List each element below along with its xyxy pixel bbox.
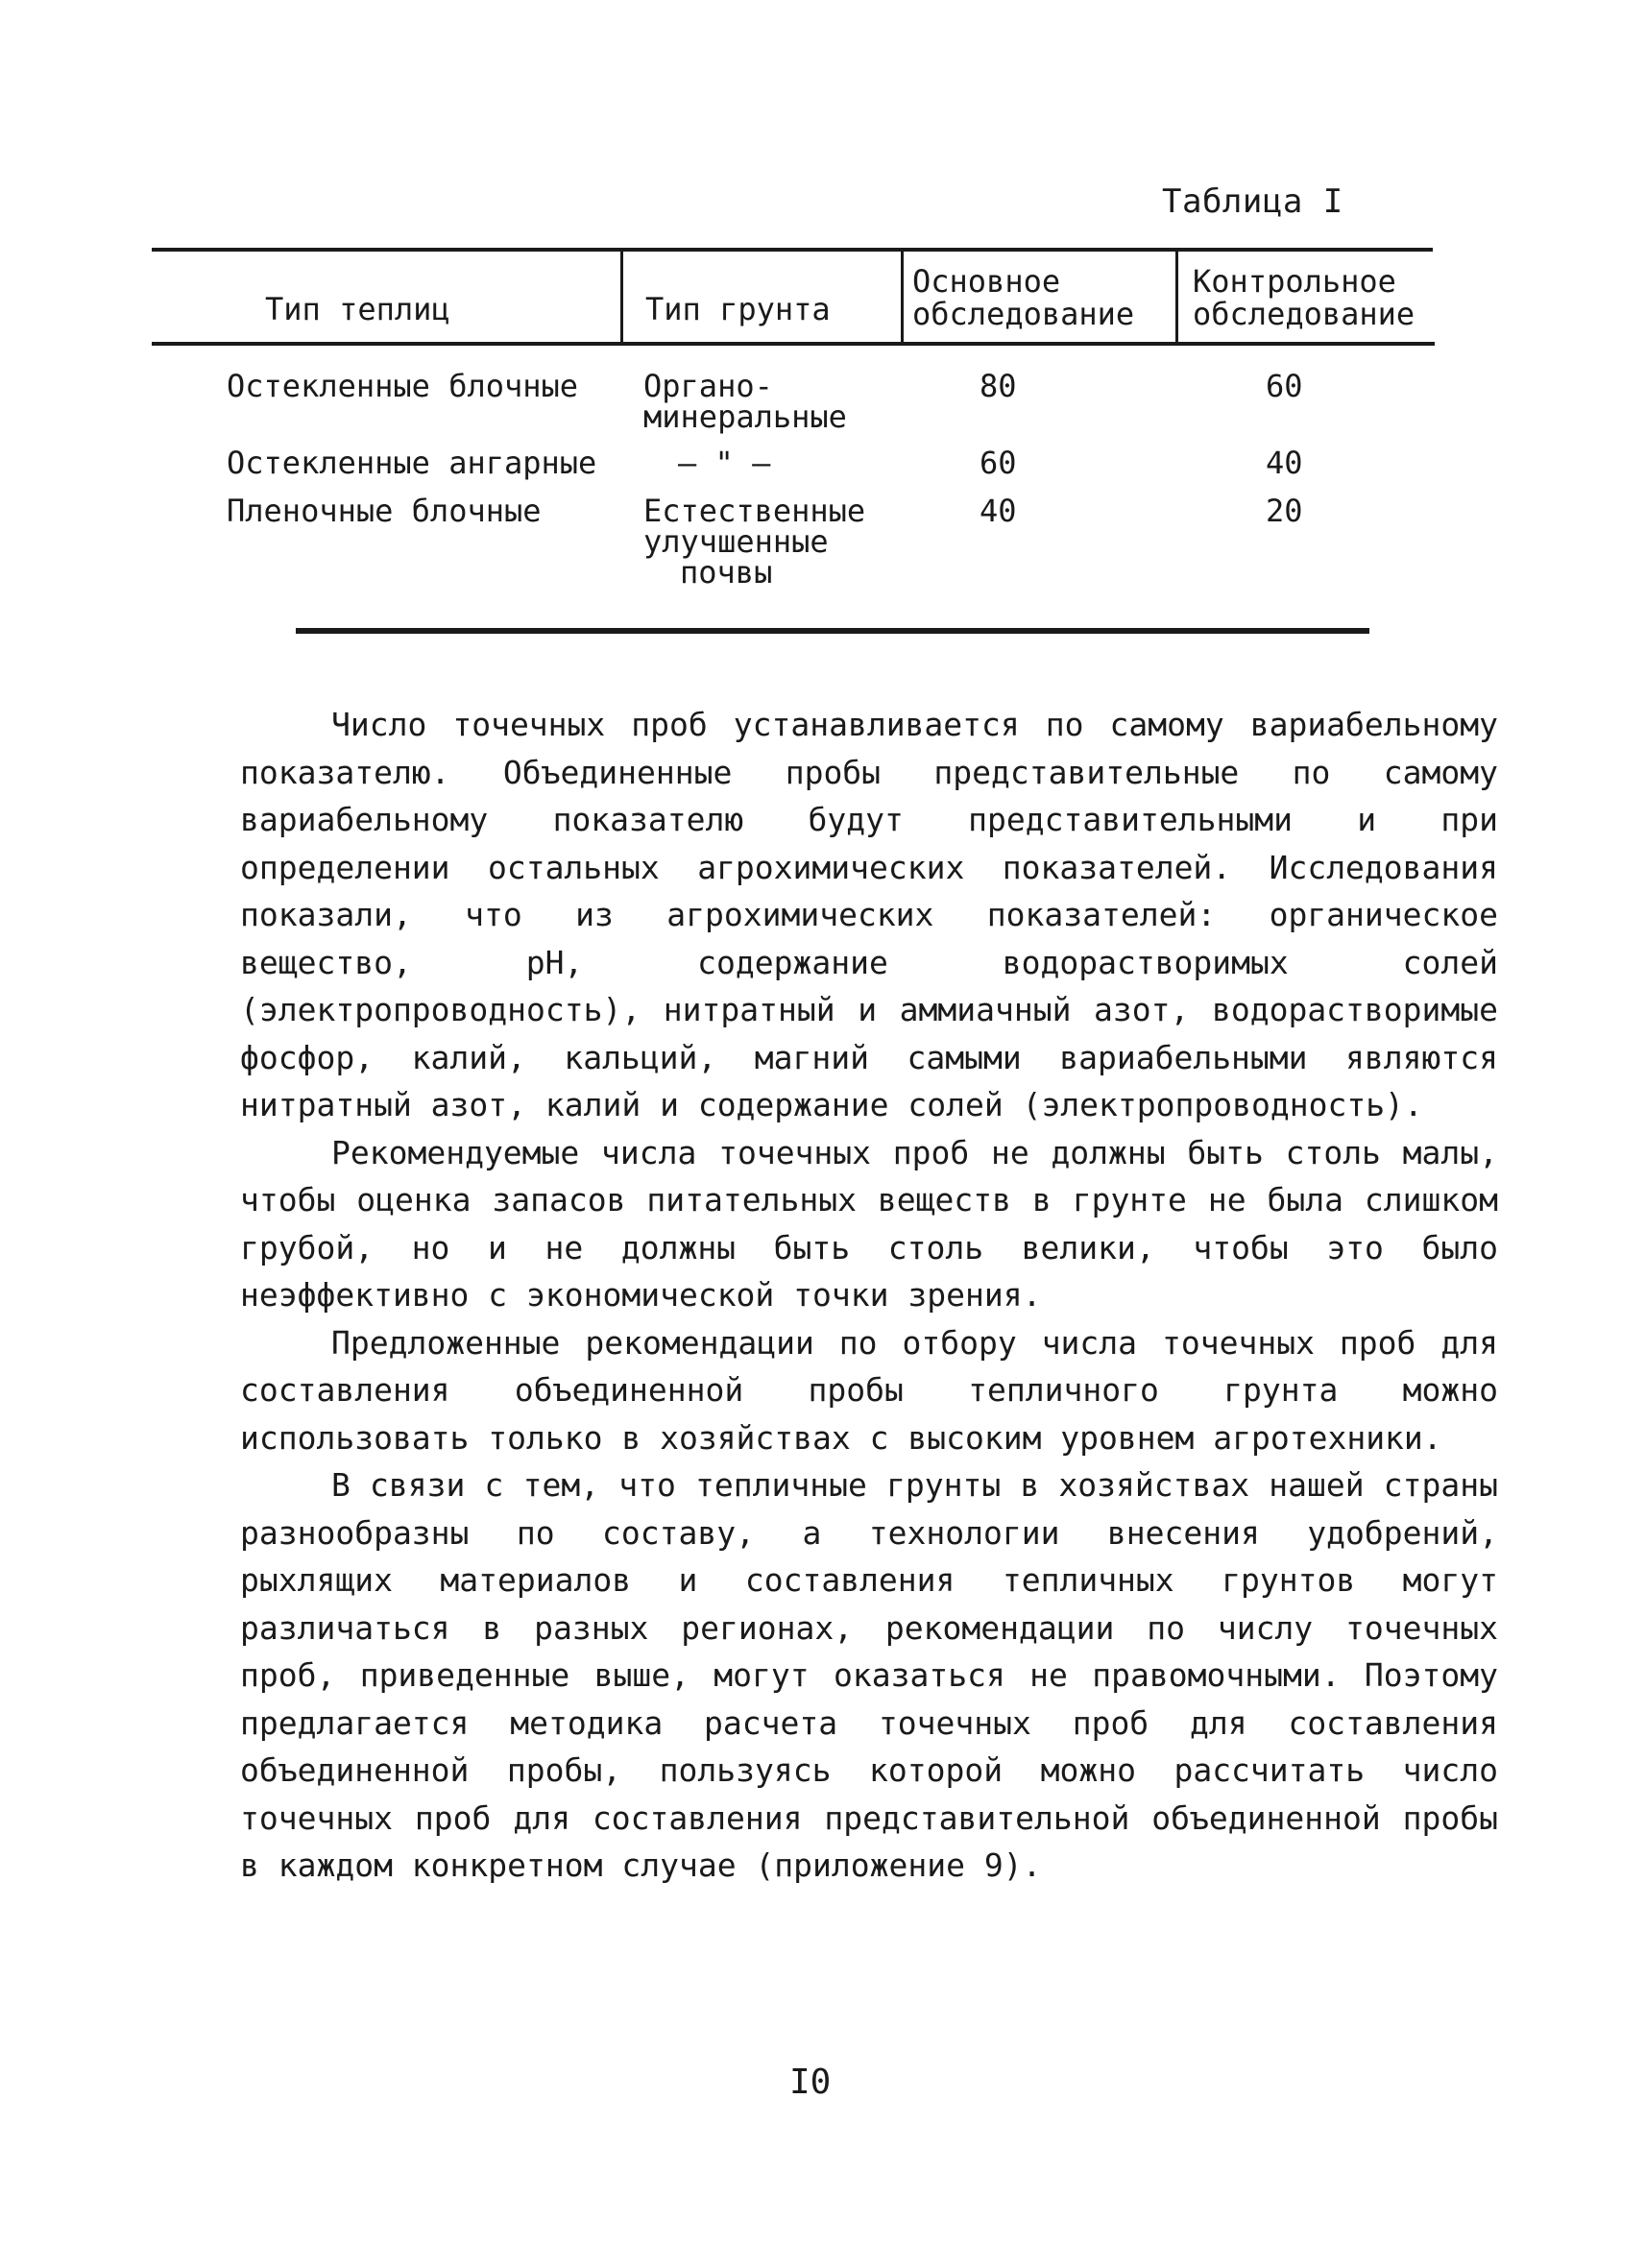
table-header-divider	[620, 252, 623, 344]
header-soil-type: Тип грунта	[645, 291, 831, 327]
paragraph: Предложенные рекомендации по отбору числа точечных проб для составления объединенной пробы тепличного грунта можно использовать только в хозяйствах с высоким уровнем агротехники.	[240, 1323, 1498, 1457]
cell-soil-type-line: минеральные	[643, 398, 847, 435]
header-control-survey-line: обследование	[1193, 296, 1415, 332]
cell-soil-type: – " –	[678, 445, 771, 481]
table-header-rule	[152, 342, 1435, 346]
header-main-survey	[912, 265, 1134, 330]
cell-main-value: 80	[980, 368, 1017, 404]
header-main-survey-line: Основное	[912, 263, 1061, 300]
cell-soil-type-line: почвы	[680, 554, 773, 591]
cell-soil-type	[643, 493, 866, 591]
cell-soil-type-line: улучшенные	[643, 523, 829, 560]
header-control-survey	[1193, 265, 1415, 330]
table-bottom-rule	[296, 628, 1369, 634]
table-top-rule	[152, 248, 1433, 252]
paragraph: Рекомендуемые числа точечных проб не должны быть столь малы, чтобы оценка запасов питательных веществ в грунте не была слишком грубой, но и не должны быть столь велики, чтобы это было неэффективно с экономической точки зрения.	[240, 1133, 1498, 1314]
table-header-divider	[1175, 252, 1178, 344]
cell-control-value: 40	[1266, 445, 1303, 481]
header-greenhouse-type: Тип теплиц	[265, 291, 450, 327]
paragraph: Число точечных проб устанавливается по самому вариабельному показателю. Объединенные пробы представительные по самому вариабельному показателю будут представительными и при определении остальных агрохимических показателей. Исследования показали, что из агрохимических показателей: органическое вещество, рН, содержание водорастворимых солей (электропроводность), нитратный и аммиачный азот, водорастворимые фосфор, калий, кальций, магний самыми вариабельными являются нитратный азот, калий и содержание солей (электропроводность).	[240, 706, 1498, 1123]
cell-soil-type	[643, 368, 847, 435]
cell-greenhouse-type: Остекленные ангарные	[227, 445, 597, 481]
header-main-survey-line: обследование	[912, 296, 1135, 332]
paragraph: В связи с тем, что тепличные грунты в хозяйствах нашей страны разнообразны по составу, а технологии внесения удобрений, рыхлящих материалов и составления тепличных грунтов могут различаться в разных регионах, рекомендации по числу точечных проб, приведенные выше, могут оказаться не правомочными. Поэтому предлагается методика расчета точечных проб для составления объединенной пробы, пользуясь которой можно рассчитать число точечных проб для составления представительной объединенной пробы в каждом конкретном случае (приложение 9).	[240, 1466, 1498, 1884]
cell-soil-type-line: Органо-	[643, 368, 773, 404]
header-control-survey-line: Контрольное	[1193, 263, 1396, 300]
cell-soil-type-line: Естественные	[643, 493, 866, 529]
table-caption: Таблица I	[1162, 182, 1343, 221]
cell-greenhouse-type: Остекленные блочные	[227, 368, 579, 404]
body-text	[240, 701, 1498, 1890]
cell-control-value: 20	[1266, 493, 1303, 529]
table-header-divider	[901, 252, 904, 344]
cell-control-value: 60	[1266, 368, 1303, 404]
cell-main-value: 60	[980, 445, 1017, 481]
cell-greenhouse-type: Пленочные блочные	[227, 493, 542, 529]
cell-main-value: 40	[980, 493, 1017, 529]
page-number: I0	[789, 2063, 832, 2102]
